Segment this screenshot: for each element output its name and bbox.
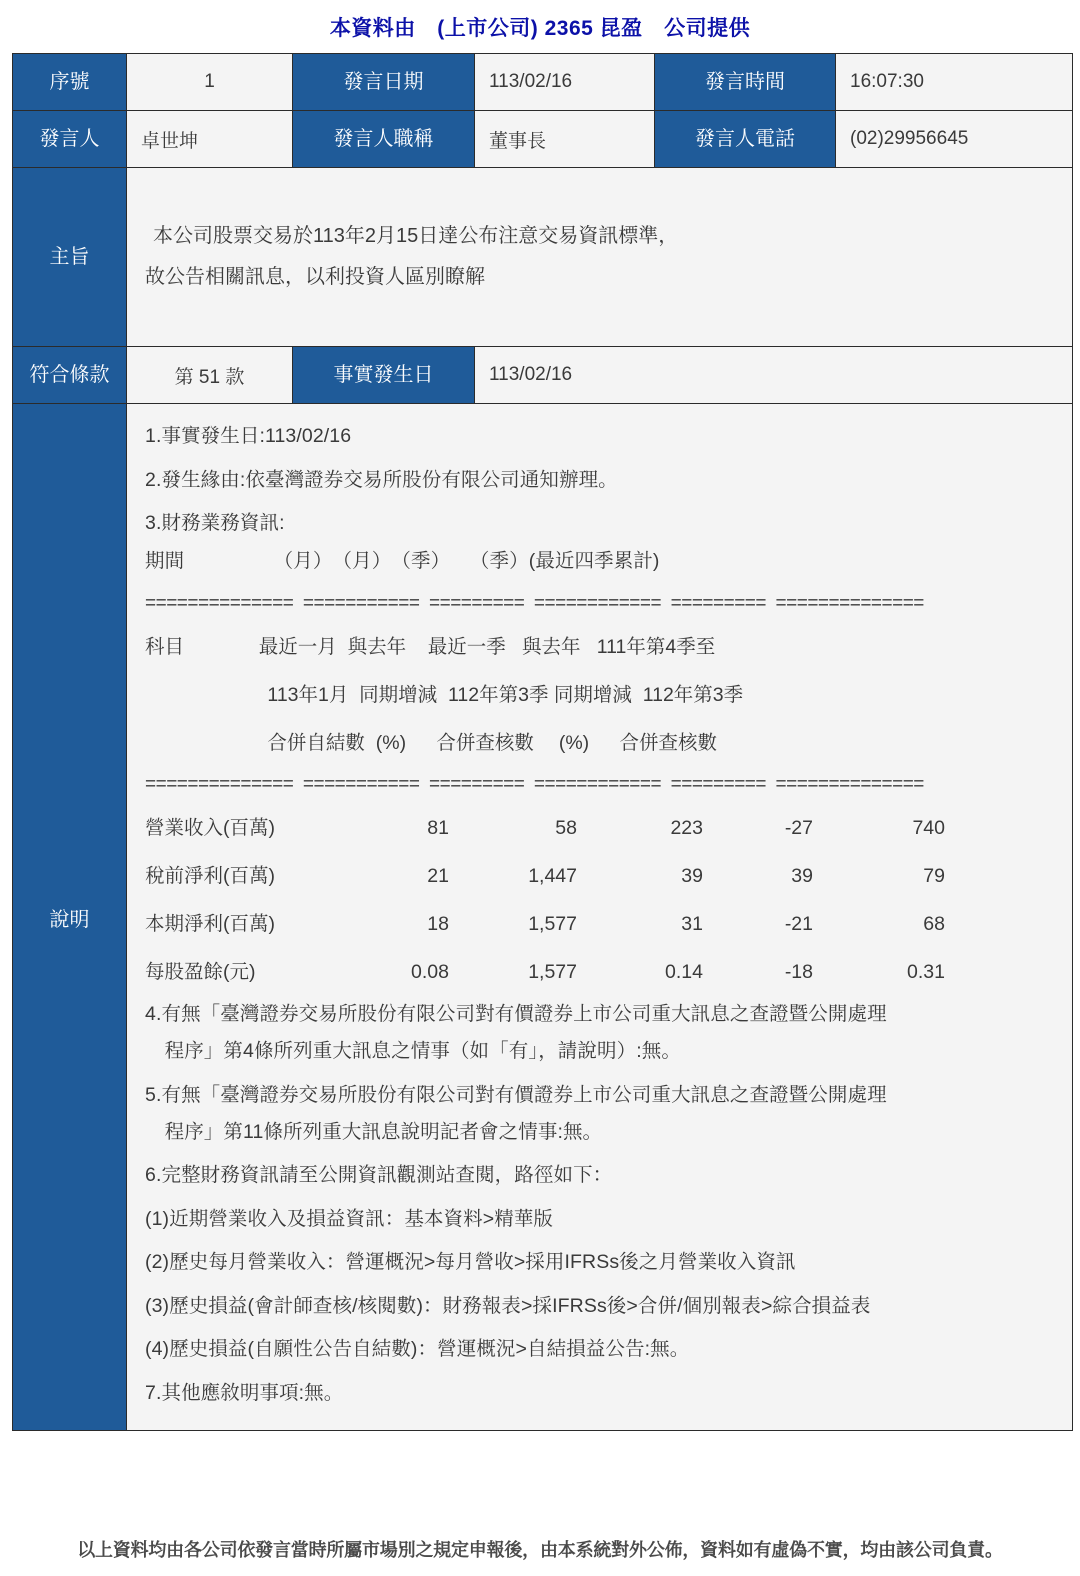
- value-speaker-title: 董事長: [475, 111, 655, 168]
- financial-value-yoy-month: 1,577: [528, 912, 577, 935]
- financial-value-four-quarter: 79: [923, 864, 945, 887]
- financial-value-yoy-quarter: -21: [784, 912, 813, 935]
- desc-item-6: 6.完整財務資訊請至公開資訊觀測站查閱，路徑如下：: [145, 1164, 613, 1187]
- value-description: [127, 404, 1073, 1431]
- table-row-basic-info-2: [13, 111, 1073, 168]
- label-announce-time: 發言時間: [655, 54, 836, 111]
- subject-line-2: 故公告相關訊息，以利投資人區別瞭解: [145, 266, 485, 289]
- label-clause: 符合條款: [13, 347, 127, 404]
- financial-value-recent-quarter: 0.14: [665, 960, 703, 983]
- subject-line-1: 本公司股票交易於113年2月15日達公布注意交易資訊標準，: [153, 225, 679, 248]
- financial-value-four-quarter: 0.31: [907, 960, 945, 983]
- desc-item-6-sub-4: (4)歷史損益(自願性公告自結數)：營運概況>自結損益公告:無。: [145, 1338, 690, 1361]
- desc-item-3: 3.財務業務資訊:: [145, 512, 285, 535]
- financial-item-label: 本期淨利(百萬): [145, 912, 275, 935]
- label-fact-date: 事實發生日: [293, 347, 475, 404]
- financial-value-recent-quarter: 31: [681, 912, 703, 935]
- financial-value-recent-month: 18: [427, 912, 449, 935]
- financial-value-yoy-month: 1,577: [528, 960, 577, 983]
- financial-value-yoy-month: 58: [555, 816, 577, 839]
- financial-value-recent-month: 0.08: [411, 960, 449, 983]
- value-announce-date: 113/02/16: [475, 54, 655, 111]
- desc-item-6-sub-3: (3)歷史損益(會計師查核/核閱數)：財務報表>採IFRSs後>合併/個別報表>綜合損益表: [145, 1294, 871, 1317]
- table-row-description: [13, 404, 1073, 1431]
- label-announce-date: 發言日期: [293, 54, 475, 111]
- desc-item-5-line-2: 程序」第11條所列重大訊息說明記者會之情事:無。: [145, 1121, 603, 1144]
- financial-row: [145, 908, 945, 936]
- page-title: 本資料由 (上市公司) 2365 昆盈 公司提供: [329, 17, 751, 40]
- financial-value-yoy-quarter: -27: [784, 816, 813, 839]
- desc-head-row-2: 113年1月 同期增減 112年第3季 同期增減 112年第3季: [145, 683, 744, 706]
- label-description: 說明: [13, 404, 127, 1431]
- table-row-subject: [13, 168, 1073, 347]
- financial-value-recent-quarter: 39: [681, 864, 703, 887]
- footer-disclaimer: 以上資料均由各公司依發言當時所屬市場別之規定申報後，由本系統對外公佈，資料如有虛偽不實，均由該公司負責。: [77, 1540, 1003, 1560]
- desc-item-4-line-2: 程序」第4條所列重大訊息之情事（如「有」，請說明）:無。: [145, 1040, 681, 1063]
- financial-item-label: 營業收入(百萬): [145, 816, 275, 839]
- announcement-table: [12, 53, 1073, 1431]
- desc-item-6-sub-1: (1)近期營業收入及損益資訊：基本資料>精華版: [145, 1207, 554, 1230]
- table-row-clause: [13, 347, 1073, 404]
- desc-separator-bottom: ============== =========== ========= ============ ========= ==============: [145, 773, 924, 795]
- financial-row: [145, 812, 945, 840]
- label-speaker-title: 發言人職稱: [293, 111, 475, 168]
- financial-value-recent-quarter: 223: [670, 816, 703, 839]
- desc-item-4-line-1: 4.有無「臺灣證券交易所股份有限公司對有價證券上市公司重大訊息之查證暨公開處理: [145, 1002, 887, 1025]
- value-fact-date: 113/02/16: [475, 347, 1073, 404]
- value-announce-time: 16:07:30: [836, 54, 1073, 111]
- desc-period-row: 期間 （月） （月） （季） （季）(最近四季累計): [145, 549, 660, 572]
- financial-value-four-quarter: 740: [912, 816, 945, 839]
- desc-head-row-1: 科目 最近一月 與去年 最近一季 與去年 111年第4季至: [145, 635, 716, 658]
- desc-item-6-sub-2: (2)歷史每月營業收入：營運概況>每月營收>採用IFRSs後之月營業收入資訊: [145, 1251, 796, 1274]
- label-speaker: 發言人: [13, 111, 127, 168]
- label-subject: 主旨: [13, 168, 127, 347]
- financial-value-recent-month: 81: [427, 816, 449, 839]
- desc-separator-top: ============== =========== ========= ============ ========= ==============: [145, 592, 924, 614]
- financial-value-yoy-quarter: 39: [791, 864, 813, 887]
- desc-head-row-3: 合併自結數 (%) 合併查核數 (%) 合併查核數: [145, 731, 717, 754]
- value-clause: 第 51 款: [127, 347, 293, 404]
- financial-value-yoy-month: 1,447: [528, 864, 577, 887]
- financial-row: [145, 860, 945, 888]
- financial-item-label: 稅前淨利(百萬): [145, 864, 275, 887]
- financial-value-recent-month: 21: [427, 864, 449, 887]
- label-speaker-phone: 發言人電話: [655, 111, 836, 168]
- financial-value-yoy-quarter: -18: [784, 960, 813, 983]
- table-row-basic-info-1: [13, 54, 1073, 111]
- desc-item-2: 2.發生緣由:依臺灣證券交易所股份有限公司通知辦理。: [145, 468, 618, 491]
- value-subject: [127, 168, 1073, 347]
- value-speaker: 卓世坤: [127, 111, 293, 168]
- value-sequence: 1: [127, 54, 293, 111]
- label-sequence: 序號: [13, 54, 127, 111]
- value-speaker-phone: (02)29956645: [836, 111, 1073, 168]
- desc-item-5-line-1: 5.有無「臺灣證券交易所股份有限公司對有價證券上市公司重大訊息之查證暨公開處理: [145, 1083, 887, 1106]
- financial-item-label: 每股盈餘(元): [145, 960, 256, 983]
- desc-item-7: 7.其他應敘明事項:無。: [145, 1381, 344, 1404]
- desc-item-1: 1.事實發生日:113/02/16: [145, 425, 352, 448]
- financial-row: [145, 956, 945, 984]
- financial-value-four-quarter: 68: [923, 912, 945, 935]
